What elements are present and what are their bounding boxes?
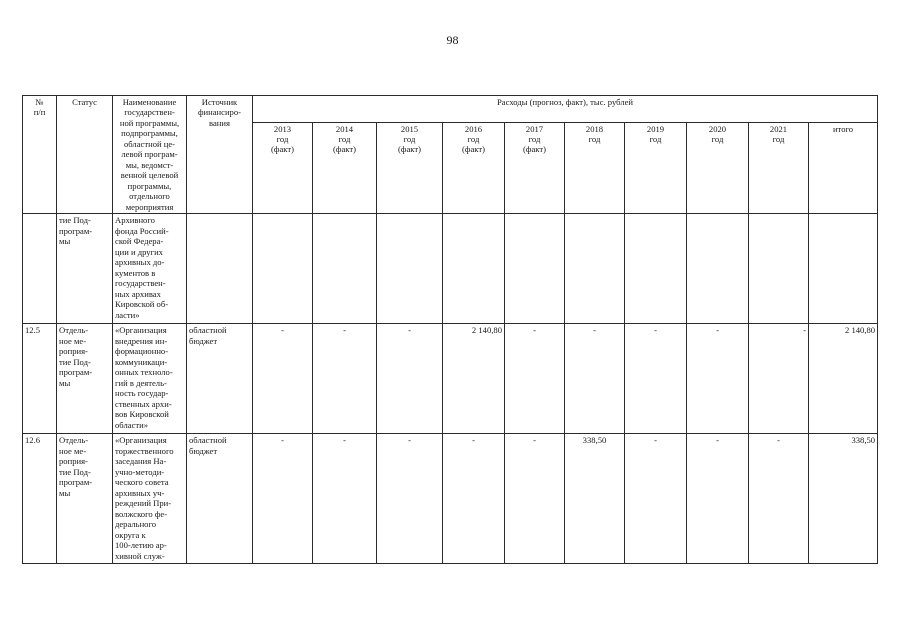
row-value: -	[687, 324, 749, 434]
row-value	[313, 214, 377, 324]
row-value: -	[565, 324, 625, 434]
row-source	[187, 214, 253, 324]
row-value: -	[625, 434, 687, 564]
row-value: -	[377, 324, 443, 434]
row-value	[377, 214, 443, 324]
row-value: -	[505, 324, 565, 434]
row-value: 338,50	[565, 434, 625, 564]
row-num	[23, 214, 57, 324]
row-source: областной бюджет	[187, 434, 253, 564]
row-value: -	[687, 434, 749, 564]
row-value: -	[505, 434, 565, 564]
row-status: тие Под- програм- мы	[57, 214, 113, 324]
row-num: 12.5	[23, 324, 57, 434]
row-source: областной бюджет	[187, 324, 253, 434]
row-value: -	[313, 434, 377, 564]
row-status: Отдель- ное ме- роприя- тие Под- програм- мы	[57, 324, 113, 434]
row-value: -	[253, 324, 313, 434]
header-status: Статус	[57, 96, 113, 214]
row-name: «Организация внедрения ин- формационно- коммуникаци- онных техноло- гий в деятель- ность государ- ственных архи- вов Кировской области»	[113, 324, 187, 434]
row-value: -	[443, 434, 505, 564]
row-total	[809, 214, 878, 324]
row-value	[625, 214, 687, 324]
header-total: итого	[809, 122, 878, 214]
row-value	[253, 214, 313, 324]
header-year: 2017 год (факт)	[505, 122, 565, 214]
table-row	[23, 214, 878, 324]
row-value	[749, 214, 809, 324]
header-year: 2015 год (факт)	[377, 122, 443, 214]
header-year: 2016 год (факт)	[443, 122, 505, 214]
row-value	[565, 214, 625, 324]
row-total: 2 140,80	[809, 324, 878, 434]
row-value	[505, 214, 565, 324]
header-year: 2019 год	[625, 122, 687, 214]
row-num: 12.6	[23, 434, 57, 564]
row-name: Архивного фонда Россий- ской Федера- ции и других архивных до- кументов в государствен- ных архивах Кировской об- ласти»	[113, 214, 187, 324]
header-year: 2020 год	[687, 122, 749, 214]
row-value: -	[749, 324, 809, 434]
row-value: -	[313, 324, 377, 434]
budget-table	[22, 95, 878, 564]
row-total: 338,50	[809, 434, 878, 564]
header-year: 2021 год	[749, 122, 809, 214]
row-status: Отдель- ное ме- роприя- тие Под- програм- мы	[57, 434, 113, 564]
header-num: № п/п	[23, 96, 57, 214]
row-value: -	[377, 434, 443, 564]
header-year: 2013 год (факт)	[253, 122, 313, 214]
table-row	[23, 324, 878, 434]
row-name: «Организация торжественного заседания На- учно-методи- ческого совета архивных уч- реждений При- волжского фе- дерального округа к 100-летию ар- хивной служ-	[113, 434, 187, 564]
row-value	[443, 214, 505, 324]
header-expenses: Расходы (прогноз, факт), тыс. рублей	[253, 96, 878, 123]
header-source: Источник финансиро- вания	[187, 96, 253, 214]
header-year: 2014 год (факт)	[313, 122, 377, 214]
row-value	[687, 214, 749, 324]
page-number: 98	[446, 33, 459, 47]
header-name: Наименование государствен- ной программы, подпрограммы, областной це- левой програм- мы, ведомст- венной целевой программы, отдельного мероприятия	[113, 96, 187, 214]
row-value: -	[625, 324, 687, 434]
header-year: 2018 год	[565, 122, 625, 214]
row-value: -	[253, 434, 313, 564]
row-value: -	[749, 434, 809, 564]
row-value: 2 140,80	[443, 324, 505, 434]
header-row-1	[23, 96, 878, 123]
table-row	[23, 434, 878, 564]
